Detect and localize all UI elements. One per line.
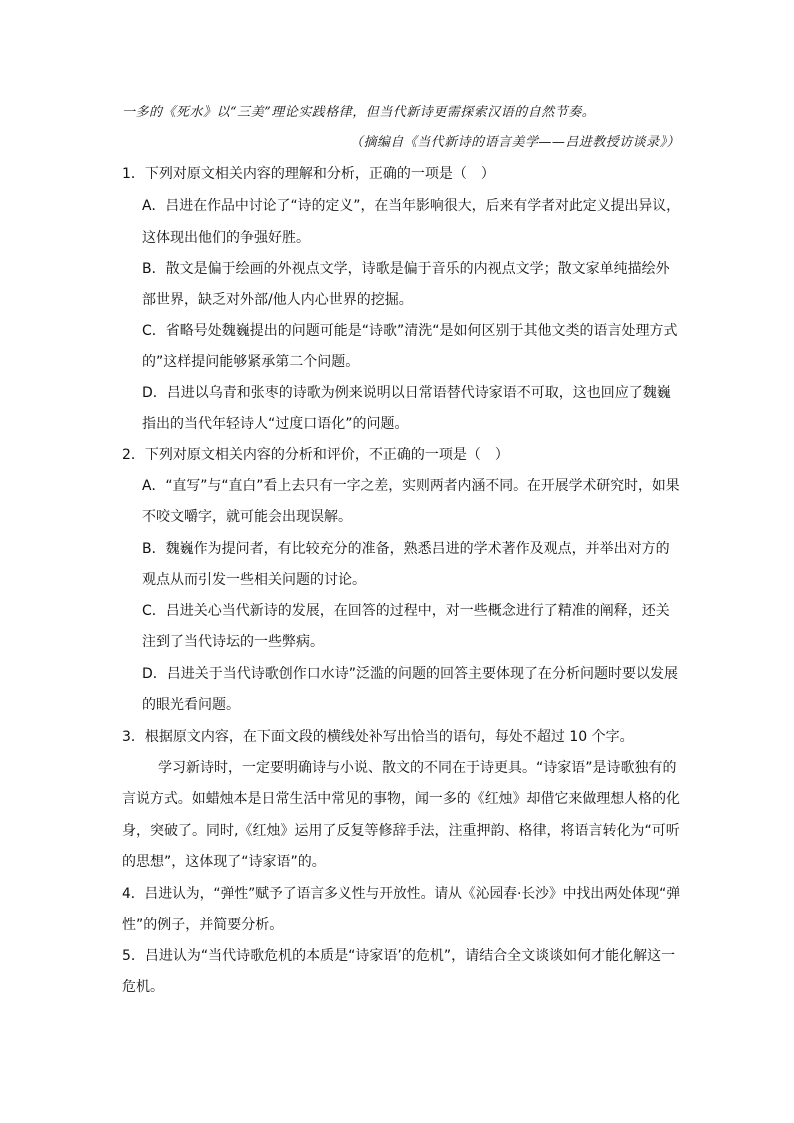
question-2-stem: 2．下列对原文相关内容的分析和评价，不正确的一项是（ ） <box>122 447 509 463</box>
q1-option-a: A．吕进在作品中讨论了“诗的定义”，在当年影响很大，后来有学者对此定义提出异议， <box>142 198 681 214</box>
q3-paragraph-line-1: 学习新诗时，一定要明确诗与小说、散文的不同在于诗更具。“诗家语”是诗歌独有的 <box>158 760 677 776</box>
question-5-line-1: 5．吕进认为“当代诗歌危机的本质是“诗家语’的危机”，请结合全文谈谈如何才能化解这一 <box>122 948 676 964</box>
q2-option-a-cont: 不咬文嚼字，就可能会出现误解。 <box>142 509 352 525</box>
q1-option-a-cont: 这体现出他们的争强好胜。 <box>142 230 310 246</box>
q1-option-c-cont: 的”这样提问能够紧承第二个问题。 <box>142 354 360 370</box>
source-citation: （摘编自《当代新诗的语言美学——吕进教授访谈录》） <box>350 135 681 150</box>
q1-option-b-cont: 部世界，缺乏对外部/他人内心世界的挖掘。 <box>142 292 413 308</box>
q2-option-b: B．魏巍作为提问者，有比较充分的准备，熟悉吕进的学术著作及观点，并举出对方的 <box>142 541 670 557</box>
question-4-line-2: 性”的例子，并简要分析。 <box>122 917 284 933</box>
q2-option-c: C．吕进关心当代新诗的发展，在回答的过程中，对一些概念进行了精准的阐释，还关 <box>142 603 670 619</box>
question-3-stem: 3．根据原文内容，在下面文段的横线处补写出恰当的语句，每处不超过 10 个字。 <box>122 729 634 745</box>
q3-paragraph-line-2: 言说方式。如蜡烛本是日常生活中常见的事物，闻一多的《红烛》却借它来做理想人格的化 <box>122 791 680 807</box>
q2-option-d-cont: 的眼光看问题。 <box>142 697 240 713</box>
q3-paragraph-line-3: 身，突破了。同时,《红烛》运用了反复等修辞手法，注重押韵、格律，将语言转化为“可听 <box>122 823 680 839</box>
q2-option-b-cont: 观点从而引发一些相关问题的讨论。 <box>142 572 366 588</box>
passage-tail: 一多的《死水》以“三美”理论实践格律，但当代新诗更需探索汉语的自然节奏。 <box>122 105 596 120</box>
q1-option-d: D．吕进以乌青和张枣的诗歌为例来说明以日常语替代诗家语不可取，这也回应了魏巍 <box>142 385 671 401</box>
question-4-line-1: 4．吕进认为，“弹性”赋予了语言多义性与开放性。请从《沁园春·长沙》中找出两处体现“弹 <box>122 886 681 902</box>
q2-option-d: D．吕进关于当代诗歌创作口水诗”泛滥的问题的回答主要体现了在分析问题时要以发展 <box>142 666 679 682</box>
q1-option-c: C．省略号处魏巍提出的问题可能是“诗歌”清洗“是如何区别于其他文类的语言处理方式 <box>142 323 678 339</box>
q1-option-d-cont: 指出的当代年轻诗人“过度口语化”的问题。 <box>142 416 409 432</box>
q2-option-a: A．“直写”与“直白”看上去只有一字之差，实则两者内涵不同。在开展学术研究时，如果 <box>142 478 680 494</box>
q2-option-c-cont: 注到了当代诗坛的一些弊病。 <box>142 634 324 650</box>
q3-paragraph-line-4: 的思想”，这体现了“诗家语”的。 <box>122 854 326 870</box>
question-5-line-2: 危机。 <box>122 979 164 995</box>
question-1-stem: 1．下列对原文相关内容的理解和分析，正确的一项是（ ） <box>122 166 495 182</box>
q1-option-b: B．散文是偏于绘画的外视点文学，诗歌是偏于音乐的内视点文学；散文家单纯描绘外 <box>142 261 670 277</box>
